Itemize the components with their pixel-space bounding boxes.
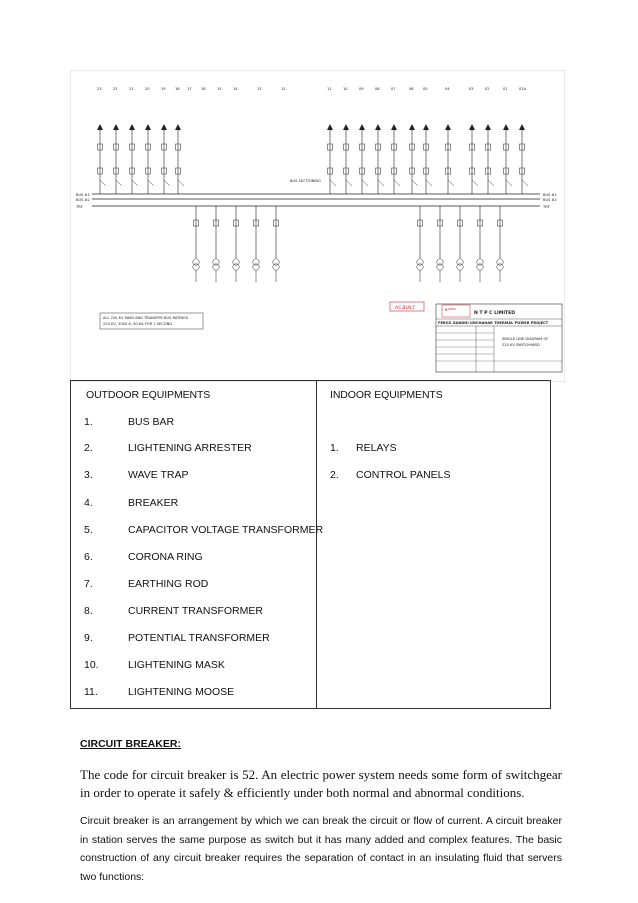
bay-number-label: 05 [423, 87, 428, 91]
item-label: CORONA RING [128, 551, 203, 563]
bay-number-label: 16 [201, 87, 206, 91]
item-label: CURRENT TRANSFORMER [128, 605, 263, 617]
title-block-drawing-title-1: SINGLE LINE DIAGRAM OF [502, 337, 549, 341]
item-number: 10. [84, 659, 99, 671]
item-number: 7. [84, 578, 93, 590]
title-block [436, 304, 562, 372]
bus-label-right-2: BUS #2 [543, 198, 557, 202]
outdoor-item-potential-transformer [84, 632, 312, 646]
bay-number-label: 07 [391, 87, 396, 91]
bay-number-label: 14 [233, 87, 238, 91]
item-number: 4. [84, 497, 93, 509]
single-line-diagram [70, 70, 565, 382]
item-label: CAPACITOR VOLTAGE TRANSFORMER [128, 524, 324, 536]
bay-number-label: 06 [409, 87, 414, 91]
item-label: EARTHING ROD [128, 578, 209, 590]
outdoor-item-current-transformer [84, 605, 312, 619]
item-label: CONTROL PANELS [356, 469, 451, 481]
item-number: 3. [84, 469, 93, 481]
indoor-equipments-heading: INDOOR EQUIPMENTS [330, 389, 443, 401]
item-label: BREAKER [128, 497, 179, 509]
outdoor-item-bus-bar [84, 416, 312, 430]
bay-number-label: 02 [485, 87, 490, 91]
item-number: 8. [84, 605, 93, 617]
bay-number-label: 09 [359, 87, 364, 91]
bay-number-label: 10 [343, 87, 348, 91]
circuit-breaker-paragraph-1: The code for circuit breaker is 52. An electric power system needs some form of switchgear in order to operate it safely & efficiently under both normal and abnormal conditions. [80, 767, 562, 800]
item-number: 9. [84, 632, 93, 644]
bus-rating-note-line-2: 220 KV, 2000 A, 40 KA FOR 1 SECOND [103, 322, 173, 326]
bay-number-label: 20 [145, 87, 150, 91]
bus-label-left-1: BUS #1 [76, 193, 90, 197]
bus-label-right-3: TRF [543, 205, 550, 209]
item-number: 6. [84, 551, 93, 563]
indoor-item-control-panels [330, 469, 540, 483]
bay-number-label: 13 [257, 87, 262, 91]
bay-number-label: 17 [187, 87, 192, 91]
bay-number-label: 11 [327, 87, 332, 91]
bus-label-right-1: BUS #1 [543, 193, 557, 197]
bay-number-label: 01A [519, 87, 527, 91]
bus-label-left-3: TRF [76, 205, 83, 209]
item-label: BUS BAR [128, 416, 175, 428]
bay-number-label: 21 [129, 87, 134, 91]
single-line-diagram-svg [70, 70, 565, 382]
item-number: 2. [330, 469, 339, 481]
item-label: LIGHTENING ARRESTER [128, 442, 252, 454]
bus-sectioning-label: BUS SECTIONING [290, 179, 321, 183]
bus-label-left-2: BUS #2 [76, 198, 90, 202]
bay-number-label: 04 [445, 87, 450, 91]
item-label: LIGHTENING MOOSE [128, 686, 235, 698]
as-built-stamp-text: AS BUILT [395, 306, 416, 311]
bay-number-label: 12 [281, 87, 286, 91]
indoor-item-relays [330, 442, 540, 456]
title-block-company: N T P C LIMITED [474, 311, 516, 316]
outdoor-item-lightening-mask [84, 659, 312, 673]
outdoor-item-capacitor-voltage-transformer [84, 524, 324, 538]
outdoor-item-breaker [84, 497, 312, 511]
outdoor-item-earthing-rod [84, 578, 312, 592]
item-number: 11. [84, 686, 98, 698]
ntpc-logo-mark: ▲ NTPC [445, 307, 457, 311]
title-block-drawing-title-2: 220 KV SWITCHYARD [502, 343, 540, 347]
outdoor-item-lightening-arrester [84, 442, 312, 456]
title-block-project: FEROZ GANDHI UNCHAHAR THERMAL POWER PROJECT [438, 321, 549, 325]
item-label: RELAYS [356, 442, 397, 454]
table-column-divider [316, 381, 317, 708]
circuit-breaker-heading: CIRCUIT BREAKER: [80, 738, 181, 750]
item-number: 1. [84, 416, 93, 428]
bay-number-label: 03 [469, 87, 474, 91]
bay-number-label: 01 [503, 87, 508, 91]
outdoor-item-wave-trap [84, 469, 312, 483]
bay-number-label: 19 [161, 87, 166, 91]
item-number: 1. [330, 442, 339, 454]
item-label: POTENTIAL TRANSFORMER [128, 632, 270, 644]
circuit-breaker-paragraph-2: Circuit breaker is an arrangement by which we can break the circuit or flow of current. A circuit breaker in station serves the same purpose as switch but it has many added and complex features. The basic construction of any circuit breaker requires the separation of contact in an insulating fluid that servers two functions: [80, 815, 562, 883]
bay-number-label: 22 [113, 87, 118, 91]
item-number: 2. [84, 442, 93, 454]
bay-number-label: 18 [175, 87, 180, 91]
bay-number-label: 23 [97, 87, 102, 91]
bay-number-label: 15 [217, 87, 222, 91]
item-number: 5. [84, 524, 93, 536]
outdoor-equipments-heading: OUTDOOR EQUIPMENTS [86, 389, 211, 401]
equipment-table [70, 380, 551, 709]
outdoor-item-corona-ring [84, 551, 312, 565]
item-label: LIGHTENING MASK [128, 659, 225, 671]
bus-rating-note-line-1: ALL 220 KV MAIN AND TRANSFER BUS RATINGS [103, 316, 189, 320]
bay-number-label: 08 [375, 87, 380, 91]
item-label: WAVE TRAP [128, 469, 189, 481]
outdoor-item-lightening-moose [84, 686, 312, 700]
